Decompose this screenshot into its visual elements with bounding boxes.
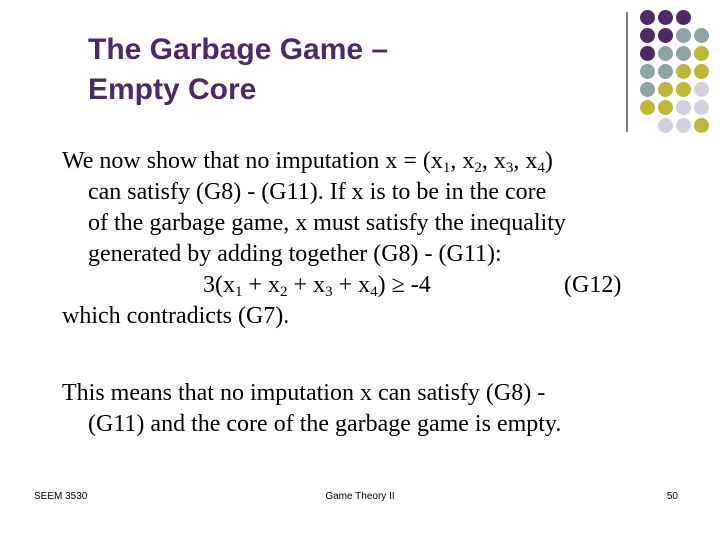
decorative-dot [694,28,709,43]
decorative-dot [658,10,673,25]
decorative-dot [658,28,673,43]
footer-course-code: SEEM 3530 [34,491,88,502]
decorative-dot [640,28,655,43]
title-line-1: The Garbage Game – [88,33,389,66]
decorative-dot [658,46,673,61]
decorative-dot [676,100,691,115]
decorative-dot [640,64,655,79]
footer-page-number: 50 [666,491,678,502]
decorative-dot [676,118,691,133]
decorative-dot [676,64,691,79]
decorative-dot [676,10,691,25]
title-line-2: Empty Core [88,73,257,106]
paragraph-1-line-4: generated by adding together (G8) - (G11): [88,241,502,267]
decorative-dot [640,100,655,115]
equation-expression: $3(x_1 + x_2 + x_3 + x_4) \ge -4$ [203,272,431,300]
decorative-dot [676,82,691,97]
decorative-dot [694,100,709,115]
paragraph-1 [62,146,682,332]
decorative-dot [658,100,673,115]
paragraph-1-line-3: of the garbage game, x must satisfy the inequality [88,210,566,236]
paragraph-1-line-1: We now show that no imputation $x = (x_1$, $x_2$, $x_3$, $x_4$) [62,148,553,176]
decorative-dot [658,64,673,79]
decorative-dot [640,46,655,61]
decorative-dot [658,118,673,133]
paragraph-1-conclusion: which contradicts (G7). [62,303,290,329]
title-divider-line [626,12,628,132]
slide-title [88,30,608,110]
paragraph-2 [62,378,682,440]
slide-body [62,146,682,440]
footer-course-title: Game Theory II [325,491,395,502]
decorative-dot [694,46,709,61]
decorative-dot [694,64,709,79]
paragraph-2-line-2: (G11) and the core of the garbage game is empty. [88,411,562,437]
decorative-dot-grid [640,10,720,130]
decorative-dot [658,82,673,97]
decorative-dot [676,46,691,61]
decorative-dot [640,10,655,25]
equation-g12 [62,270,682,301]
paragraph-1-line-2: can satisfy (G8) - (G11). If x is to be in the core [88,179,547,205]
decorative-dot [694,118,709,133]
paragraph-2-line-1: This means that no imputation x can satisfy (G8) - [62,380,546,406]
decorative-dot [676,28,691,43]
decorative-dot [694,82,709,97]
equation-tag: (G12) [564,272,622,298]
decorative-dot [640,82,655,97]
